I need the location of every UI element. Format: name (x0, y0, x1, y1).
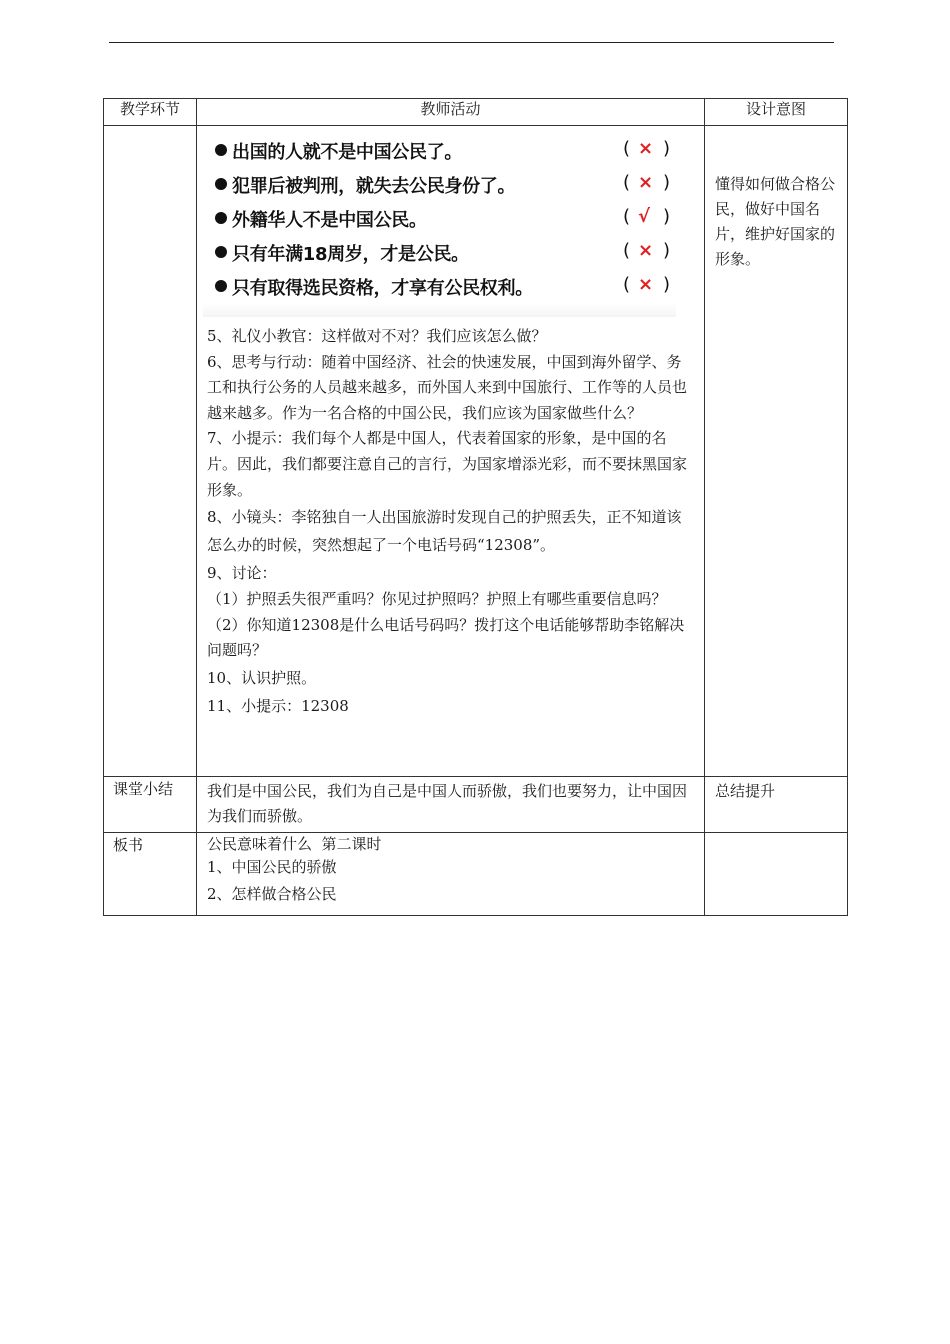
teacher-activity-cell (197, 126, 705, 777)
quiz-item (203, 137, 676, 171)
activity-line: 9、讨论： (207, 564, 277, 583)
quiz-statement: 只有年满18周岁，才是公民。 (232, 244, 469, 265)
quiz-item (203, 273, 676, 307)
paren-right: ) (663, 138, 670, 159)
activity-text (197, 317, 704, 724)
quiz-image (203, 137, 676, 317)
design-intent-cell: 懂得如何做合格公民，做好中国名片，维护好国家的形象。 (705, 126, 848, 777)
activity-line: 8、小镜头：李铭独自一人出国旅游时发现自己的护照丢失，正不知道该怎么办的时候，突然想起了一个电话号码“12308”。 (207, 508, 682, 555)
cross-mark-icon: × (638, 138, 653, 159)
check-mark-icon: √ (638, 206, 650, 227)
summary-text: 我们是中国公民，我们为自己是中国人而骄傲，我们也要努力，让中国因为我们而骄傲。 (197, 777, 705, 833)
board-line: 2、怎样做合格公民 (207, 885, 337, 903)
quiz-statement: 犯罪后被判刑，就失去公民身份了。 (232, 176, 516, 197)
quiz-statement: 只有取得选民资格，才享有公民权利。 (232, 278, 533, 299)
paren-right: ) (663, 206, 670, 227)
activity-line: （2）你知道12308是什么电话号码吗？拨打这个电话能够帮助李铭解决问题吗？ (207, 615, 685, 660)
paren-left: ( (623, 138, 630, 159)
paren-right: ) (663, 274, 670, 295)
activity-row (104, 126, 848, 777)
quiz-item (203, 239, 676, 273)
paren-right: ) (663, 240, 670, 261)
bullet-icon (215, 246, 227, 258)
activity-line: 11、小提示：12308 (207, 696, 349, 715)
quiz-image-edge (203, 303, 676, 317)
summary-row (104, 777, 848, 833)
cross-mark-icon: × (638, 172, 653, 193)
table-header-row (104, 99, 848, 126)
activity-line: 10、认识护照。 (207, 668, 317, 687)
quiz-statement: 外籍华人不是中国公民。 (232, 210, 427, 231)
cross-mark-icon: × (638, 240, 653, 261)
paren-left: ( (623, 274, 630, 295)
bullet-icon (215, 280, 227, 292)
board-line: 1、中国公民的骄傲 (207, 858, 337, 876)
paren-right: ) (663, 172, 670, 193)
activity-line: （1）护照丢失很严重吗？你见过护照吗？护照上有哪些重要信息吗？ (207, 590, 667, 609)
summary-label: 课堂小结 (104, 777, 197, 833)
activity-line: 6、思考与行动：随着中国经济、社会的快速发展，中国到海外留学、务工和执行公务的人员越来越多，而外国人来到中国旅行、工作等的人员也越来越多。作为一名合格的中国公民，我们应该为国家做些什么？ (207, 352, 688, 422)
activity-section-cell (104, 126, 197, 777)
board-label: 板书 (104, 833, 197, 916)
paren-left: ( (623, 172, 630, 193)
paren-left: ( (623, 240, 630, 261)
cross-mark-icon: × (638, 274, 653, 295)
header-teacher-activity: 教师活动 (197, 99, 705, 126)
header-rule (109, 42, 834, 43)
activity-line: 7、小提示：我们每个人都是中国人，代表着国家的形象，是中国的名片。因此，我们都要注意自己的言行，为国家增添光彩，而不要抹黑国家形象。 (207, 429, 688, 499)
lesson-plan-table (103, 98, 848, 916)
quiz-item (203, 171, 676, 205)
bullet-icon (215, 212, 227, 224)
activity-line: 5、礼仪小教官：这样做对不对？我们应该怎么做？ (207, 327, 547, 345)
quiz-statement: 出国的人就不是中国公民了。 (232, 142, 463, 163)
bullet-icon (215, 178, 227, 190)
board-design (705, 833, 848, 916)
header-design-intent: 设计意图 (705, 99, 848, 126)
bullet-icon (215, 144, 227, 156)
board-line: 公民意味着什么 第二课时 (207, 835, 382, 853)
quiz-item (203, 205, 676, 239)
summary-design: 总结提升 (705, 777, 848, 833)
board-content (197, 833, 705, 916)
paren-left: ( (623, 206, 630, 227)
header-section: 教学环节 (104, 99, 197, 126)
board-row (104, 833, 848, 916)
